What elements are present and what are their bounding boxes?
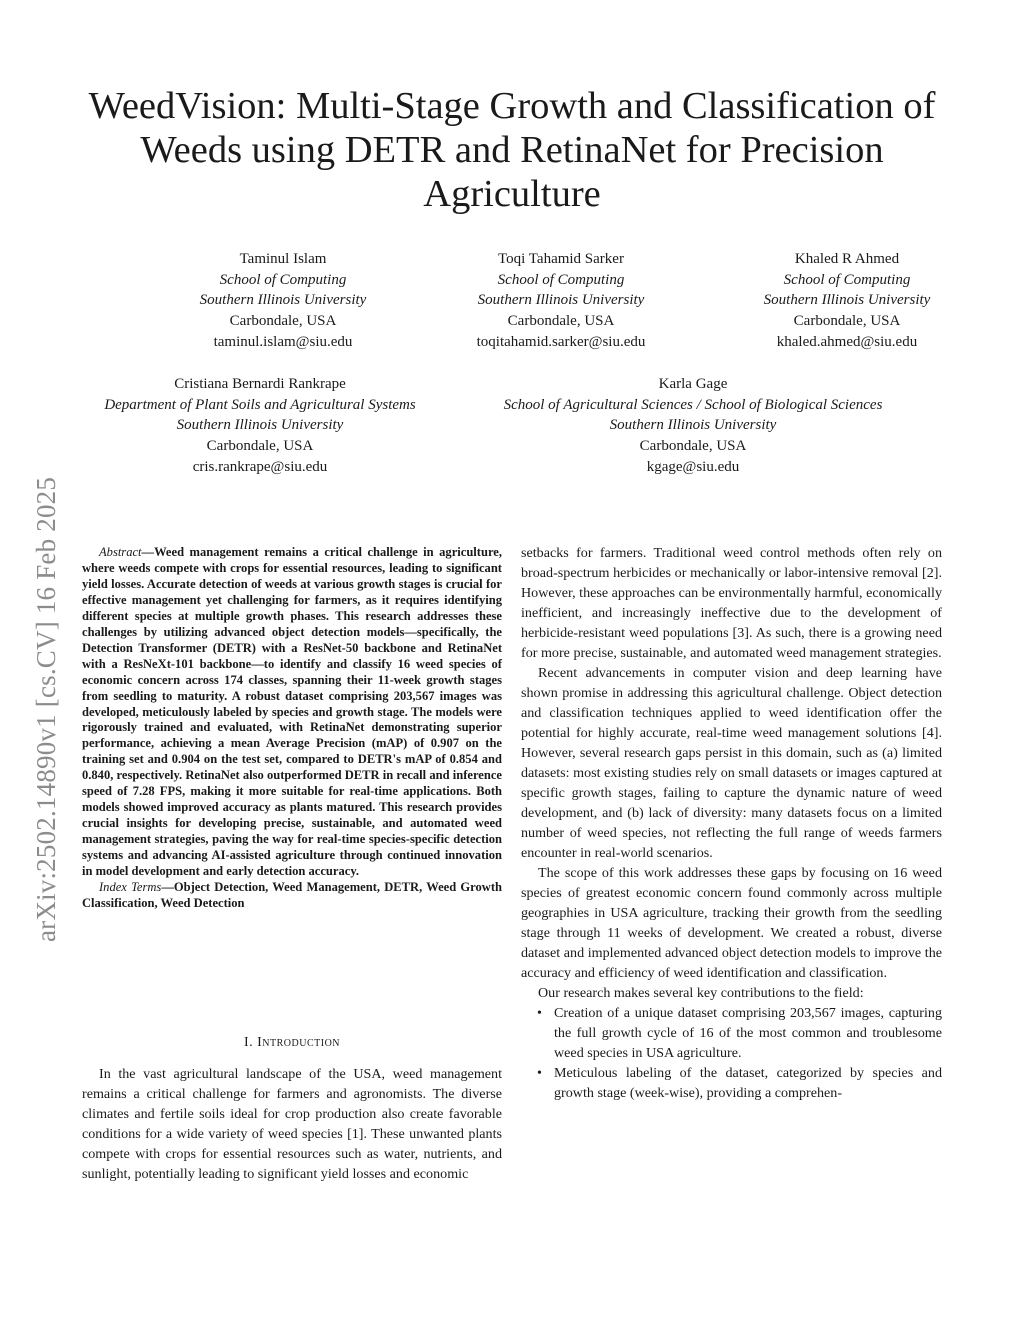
contributions-list [521,1003,942,1103]
author-email: cris.rankrape@siu.edu [192,458,328,475]
list-item-text: Meticulous labeling of the dataset, categorized by species and growth stage (week-wise), providing a comprehen- [554,1065,942,1101]
author-email: kgage@siu.edu [646,458,740,475]
author-university: Southern Illinois University [477,292,645,309]
abstract [82,545,502,912]
author-block [143,249,423,353]
author-university: Southern Illinois University [763,292,931,309]
left-column-body [82,1064,502,1184]
intro-paragraph-continued: setbacks for farmers. Traditional weed control methods often rely on broad-spectrum herbicides or mechanically or labor-intensive removal [2]. However, these approaches can be environmentally harmful, economically inefficient, and increasingly ineffective due to the development of herbicide-resistant weed populations [3]. As such, there is a growing need for more precise, sustainable, and automated weed management strategies. [521,545,942,661]
bullet: • [537,1005,542,1021]
author-location: Carbondale, USA [639,438,747,455]
author-name: Cristiana Bernardi Rankrape [174,376,346,392]
arxiv-identifier: arXiv:2502.14890v1 [cs.CV] 16 Feb 2025 [31,476,61,942]
intro-paragraph: The scope of this work addresses these gaps by focusing on 16 weed species of greatest economic concern found commonly across multiple geographies in USA agriculture, tracking their growth from the seedling stage through 11 weeks of development. We created a robust, diverse dataset and implemented advanced object detection models to improve the accuracy and efficiency of weed identification and classification. [521,865,942,981]
index-terms-label: Index Terms [99,880,162,895]
index-terms-text: —Object Detection, Weed Management, DETR, Weed Growth Classification, Weed Detection [82,880,502,910]
author-university: Southern Illinois University [609,417,777,434]
author-name: Taminul Islam [239,251,327,267]
intro-paragraph: In the vast agricultural landscape of the USA, weed management remains a critical challenge for farmers and agronomists. The diverse climates and fertile soils ideal for crop production also create favorable conditions for a wide variety of weed species [1]. These unwanted plants compete with crops for essential resources such as water, nutrients, and sunlight, potentially leading to significant yield losses and economic [82,1066,502,1182]
author-location: Carbondale, USA [229,313,337,330]
author-affiliation: School of Computing [219,271,347,288]
list-item [521,1003,942,1063]
list-item [521,1063,942,1103]
author-location: Carbondale, USA [507,313,615,330]
author-location: Carbondale, USA [206,438,314,455]
paper-title: WeedVision: Multi-Stage Growth and Classification of Weeds using DETR and RetinaNet for Precision Agriculture [88,85,936,215]
author-name: Toqi Tahamid Sarker [498,251,624,267]
bullet: • [537,1065,542,1081]
author-block [70,374,450,478]
author-email: khaled.ahmed@siu.edu [776,333,918,350]
author-university: Southern Illinois University [199,292,367,309]
right-column-body [521,543,942,1103]
author-block [421,249,701,353]
intro-paragraph: Our research makes several key contributions to the field: [538,985,864,1001]
abstract-text: —Weed management remains a critical challenge in agriculture, where weeds compete with crops for essential resources, leading to significant yield losses. Accurate detection of weeds at various growth stages is crucial for effective management yet challenging for farmers, as it requires identifying different species at multiple growth phases. This research addresses these challenges by utilizing advanced object detection models—specifically, the Detection Transformer (DETR) with a ResNet-50 backbone and RetinaNet with a ResNeXt-101 backbone—to identify and classify 16 weed species of economic concern across 174 classes, spanning their 11-week growth stages from seedling to maturity. A robust dataset comprising 203,567 images was developed, meticulously labeled by species and growth stage. The models were rigorously trained and evaluated, with RetinaNet demonstrating superior performance, achieving a mean Average Precision (mAP) of 0.907 on the training set and 0.904 on the test set, compared to DETR's mAP of 0.854 and 0.840, respectively. RetinaNet also outperformed DETR in recall and inference speed of 7.28 FPS, making it more suitable for real-time applications. Both models showed improved accuracy as plants matured. This research provides crucial insights for developing precise, sustainable, and automated weed management strategies, paving the way for real-time species-specific detection systems and advancing AI-assisted agriculture through continued innovation in model development and early detection accuracy. [82,545,502,879]
intro-paragraph: Recent advancements in computer vision and deep learning have shown promise in addressing this agricultural challenge. Object detection and classification techniques applied to weed identification offer the potential for highly accurate, real-time weed management solutions [4]. However, several research gaps persist in this domain, such as (a) limited datasets: most existing studies rely on small datasets or images captured at specific growth stages, failing to capture the dynamic nature of weed development, and (b) lack of diversity: many datasets focus on a limited number of weed species, not reflecting the full range of weeds farmers encounter in real-world scenarios. [521,665,942,861]
author-university: Southern Illinois University [176,417,344,434]
author-email: taminul.islam@siu.edu [213,333,353,350]
abstract-label: Abstract [99,545,142,559]
author-affiliation: School of Computing [783,271,911,288]
author-name: Karla Gage [658,376,728,392]
author-name: Khaled R Ahmed [794,251,900,267]
author-block [707,249,987,353]
author-affiliation: School of Agricultural Sciences / School of Biological Sciences [503,396,883,413]
author-affiliation: School of Computing [497,271,625,288]
author-email: toqitahamid.sarker@siu.edu [476,333,646,350]
list-item-text: Creation of a unique dataset comprising 203,567 images, capturing the full growth cycle of 16 of the most common and troublesome weed species in USA agriculture. [554,1005,942,1061]
author-location: Carbondale, USA [793,313,901,330]
author-block [453,374,933,478]
author-affiliation: Department of Plant Soils and Agricultural Systems [104,396,416,413]
section-heading: I. Introduction [243,1035,341,1050]
